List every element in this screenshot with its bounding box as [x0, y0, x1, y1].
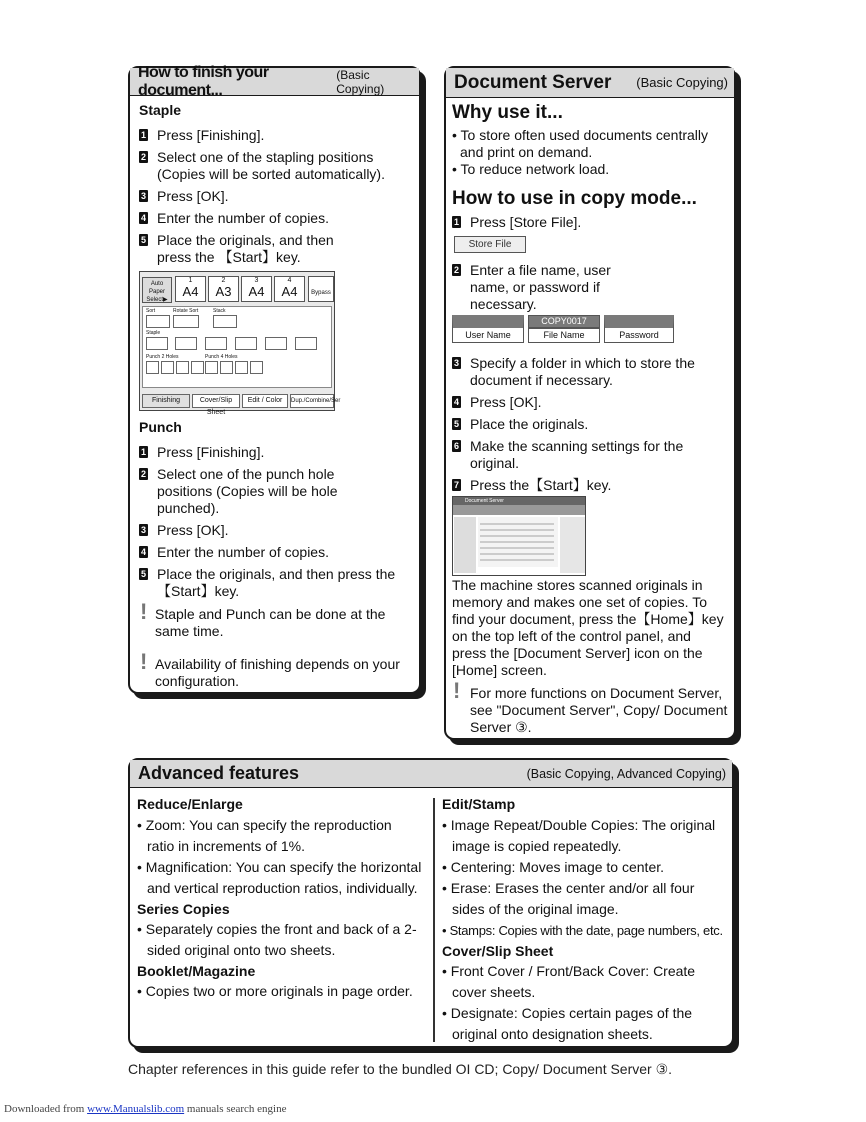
advanced-subtitle: (Basic Copying, Advanced Copying)	[526, 766, 726, 781]
store-file-button[interactable]: Store File	[454, 236, 526, 253]
cover-slip-sheet-heading: Cover/Slip Sheet	[442, 943, 554, 959]
chapter-reference: Chapter references in this guide refer to the bundled OI CD; Copy/ Document Server ③.	[128, 1061, 673, 1077]
punch-option-6[interactable]	[220, 361, 233, 374]
advanced-header	[130, 760, 732, 788]
staple-option-2[interactable]	[175, 337, 197, 350]
list-item: • Centering: Moves image to center.	[442, 859, 665, 875]
list-item: 5 Place the originals, and then press the 【Start】key.	[140, 566, 396, 599]
manualslib-link[interactable]: www.Manualslib.com	[87, 1103, 185, 1115]
note-staple-punch: ! Staple and Punch can be done at the same time.	[140, 599, 386, 639]
staple-option-6[interactable]	[295, 337, 317, 350]
tray-3[interactable]: 3 A4	[241, 276, 272, 302]
why-bullet-1: • To store often used documents centrally and print on demand.	[452, 127, 709, 160]
docserver-steps-3	[452, 355, 726, 494]
list-item: 5 Place the originals.	[453, 416, 589, 432]
punch-option-8[interactable]	[250, 361, 263, 374]
edit-stamp-heading: Edit/Stamp	[442, 796, 516, 812]
bypass-button[interactable]: Bypass	[308, 276, 334, 302]
download-footer	[4, 1103, 286, 1115]
staple-heading: Staple	[139, 102, 182, 118]
list-item: 3 Specify a folder in which to store the document if necessary.	[453, 355, 695, 388]
stack-button[interactable]	[213, 315, 237, 328]
password-field[interactable]: Password	[604, 315, 674, 343]
advanced-title: Advanced features	[138, 763, 300, 783]
punch-option-1[interactable]	[146, 361, 159, 374]
document-server-panel	[444, 66, 736, 740]
screen-title-bar: Document Server	[453, 497, 585, 505]
list-item: 3 Press [OK].	[140, 522, 229, 538]
series-copies-heading: Series Copies	[137, 901, 230, 917]
rotate-sort-button[interactable]	[173, 315, 199, 328]
list-item: 3 Press [OK].	[140, 188, 229, 204]
list-item: • Front Cover / Front/Back Cover: Create cover sheets.	[442, 963, 696, 1000]
list-item: 4 Enter the number of copies.	[140, 210, 329, 226]
rotate-sort-label: Rotate Sort	[173, 308, 199, 314]
exclamation-icon: !	[453, 678, 461, 703]
finish-subtitle: (Basic Copying)	[336, 67, 385, 96]
tab-dup-combine[interactable]: Dup./Combine/Ser	[290, 394, 334, 408]
finish-header	[130, 63, 419, 99]
why-heading: Why use it...	[452, 102, 563, 123]
file-name-value: COPY0017	[528, 315, 600, 328]
sort-label: Sort	[146, 308, 156, 314]
column-divider	[433, 798, 435, 1042]
screen-file-list	[478, 517, 558, 567]
download-prefix: Downloaded from	[4, 1103, 88, 1115]
finish-title: How to finish your document...	[138, 63, 269, 99]
tray-4[interactable]: 4 A4	[274, 276, 305, 302]
punch-heading: Punch	[139, 419, 182, 435]
list-item: 7 Press the【Start】key.	[453, 477, 612, 493]
list-item: • Image Repeat/Double Copies: The original image is copied repeatedly.	[442, 817, 716, 854]
reduce-enlarge-heading: Reduce/Enlarge	[137, 796, 243, 812]
download-suffix: manuals search engine	[184, 1103, 287, 1115]
punch-option-7[interactable]	[235, 361, 248, 374]
exclamation-icon: !	[140, 649, 148, 674]
docserver-paragraph: The machine stores scanned originals in memory and makes one set of copies. To find your document, press the【Home】key on the top left of the control panel, and press the [Document Server] icon on the [Home] screen.	[452, 577, 724, 678]
tab-cover-slip-sheet[interactable]: Cover/Slip Sheet	[192, 394, 240, 408]
docserver-note: ! For more functions on Document Server, see "Document Server", Copy/ Document Server ③.	[453, 678, 728, 735]
docserver-title: Document Server	[454, 71, 612, 93]
docserver-steps	[452, 214, 726, 231]
list-item: 4 Press [OK].	[453, 394, 542, 410]
list-item: • Copies two or more originals in page order.	[137, 983, 413, 999]
sort-button[interactable]	[146, 315, 170, 328]
staple-label: Staple	[146, 330, 161, 336]
list-item: 2 Select one of the stapling positions (Copies will be sorted automatically).	[140, 149, 385, 182]
finishing-options-area	[142, 306, 332, 388]
list-item: • Zoom: You can specify the reproduction ratio in increments of 1%.	[137, 817, 392, 854]
docserver-steps-2	[452, 262, 726, 313]
list-item: 6 Make the scanning settings for the original.	[453, 438, 684, 471]
staple-option-4[interactable]	[235, 337, 257, 350]
list-item: • Magnification: You can specify the horizontal and vertical reproduction ratios, individually.	[137, 859, 422, 896]
auto-paper-select-button[interactable]: Auto Paper Select▶	[142, 277, 172, 303]
list-item: • Designate: Copies certain pages of the original onto designation sheets.	[442, 1005, 693, 1042]
tray-2[interactable]: 2 A3	[208, 276, 239, 302]
document-server-screen	[452, 496, 586, 576]
list-item: 1 Press [Store File].	[453, 214, 582, 230]
screen-header-strip	[453, 505, 585, 515]
punch-steps	[139, 444, 401, 600]
list-item: 1 Press [Finishing].	[140, 127, 265, 143]
booklet-magazine-heading: Booklet/Magazine	[137, 963, 256, 979]
list-item: 2 Enter a file name, user name, or password if necessary.	[453, 262, 611, 312]
list-item: 1 Press [Finishing].	[140, 444, 265, 460]
punch-2-label: Punch 2 Holes	[146, 354, 179, 360]
finishing-screen	[139, 271, 341, 416]
list-item: 5 Place the originals, and then press the 【Start】key.	[140, 232, 334, 265]
staple-option-3[interactable]	[205, 337, 227, 350]
punch-option-5[interactable]	[205, 361, 218, 374]
tab-finishing[interactable]: Finishing	[142, 394, 190, 408]
advanced-left-column	[137, 794, 423, 1002]
staple-option-5[interactable]	[265, 337, 287, 350]
tray-1[interactable]: 1 A4	[175, 276, 206, 302]
finish-panel	[128, 63, 421, 694]
screen-left-nav	[454, 517, 476, 573]
punch-option-2[interactable]	[161, 361, 174, 374]
note-availability: ! Availability of finishing depends on your configuration.	[140, 649, 400, 689]
list-item: 4 Enter the number of copies.	[140, 544, 329, 560]
file-name-field[interactable]: File Name	[528, 328, 600, 343]
why-bullet-2: • To reduce network load.	[452, 161, 610, 177]
list-item: • Stamps: Copies with the date, page numbers, etc.	[442, 923, 723, 938]
stack-label: Stack	[213, 308, 226, 314]
advanced-right-column	[442, 794, 732, 1045]
tab-edit-color[interactable]: Edit / Color	[242, 394, 288, 408]
user-name-field[interactable]: User Name	[452, 315, 524, 343]
list-item: • Separately copies the front and back of a 2-sided original onto two sheets.	[137, 921, 417, 958]
list-item: 2 Select one of the punch hole positions (Copies will be hole punched).	[140, 466, 338, 516]
exclamation-icon: !	[140, 599, 148, 624]
list-item: • Erase: Erases the center and/or all four sides of the original image.	[442, 880, 695, 917]
screen-right-panel	[560, 517, 585, 573]
docserver-header	[446, 68, 734, 98]
staple-option-1[interactable]	[146, 337, 168, 350]
punch-4-label: Punch 4 Holes	[205, 354, 238, 360]
advanced-features-panel	[128, 758, 734, 1048]
docserver-subtitle: (Basic Copying)	[636, 75, 728, 90]
punch-option-3[interactable]	[176, 361, 189, 374]
punch-option-4[interactable]	[191, 361, 204, 374]
staple-steps	[139, 127, 389, 266]
how-heading: How to use in copy mode...	[452, 188, 697, 209]
